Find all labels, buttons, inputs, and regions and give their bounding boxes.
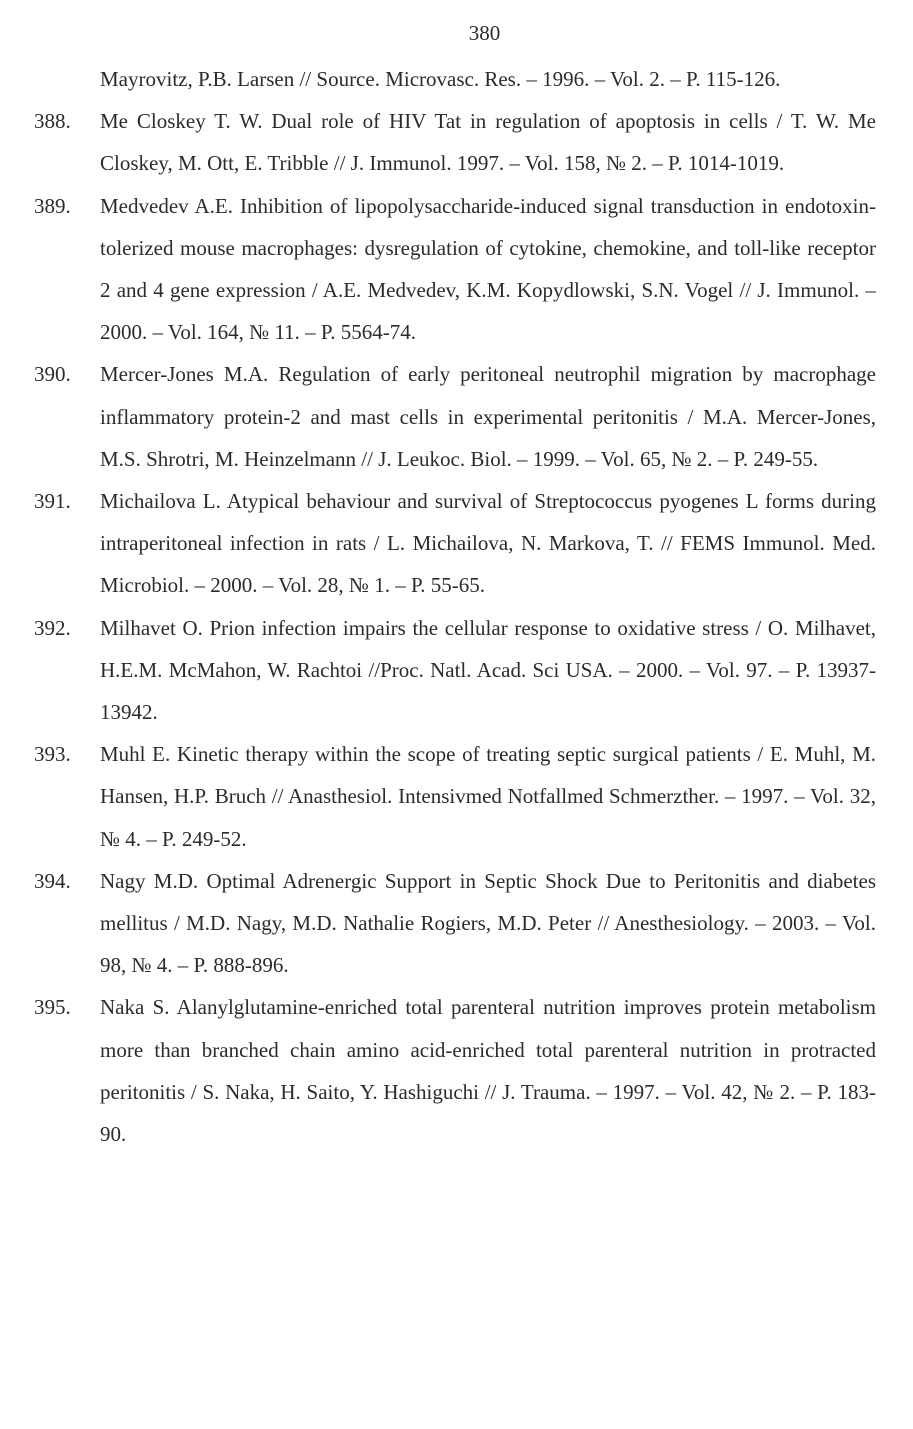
reference-text: Me Closkey T. W. Dual role of HIV Tat in regulation of apoptosis in cells / T. W. Me Closkey, M. Ott, E. Tribble // J. Immunol. 1997. – Vol. 158, № 2. – P. 1014-1019. (100, 109, 876, 176)
reference-item (34, 480, 876, 607)
page-number: 380 (468, 21, 501, 45)
reference-number: 394. (34, 868, 71, 893)
reference-number: 393. (34, 742, 71, 767)
reference-text: Mercer-Jones M.A. Regulation of early peritoneal neutrophil migration by macrophage inflammatory protein-2 and mast cells in experimental peritonitis / M.A. Mercer-Jones, M.S. Shrotri, M. Heinzelmann // J. Leukoc. Biol. – 1999. – Vol. 65, № 2. – P. 249-55. (100, 362, 876, 471)
reference-text: Michailova L. Atypical behaviour and survival of Streptococcus pyogenes L forms during intraperitoneal infection in rats / L. Michailova, N. Markova, T. // FEMS Immunol. Med. Microbiol. – 2000. – Vol. 28, № 1. – P. 55-65. (100, 489, 876, 598)
reference-text: Nagy M.D. Optimal Adrenergic Support in Septic Shock Due to Peritonitis and diabetes mellitus / M.D. Nagy, M.D. Nathalie Rogiers, M.D. Peter // Anesthesiology. – 2003. – Vol. 98, № 4. – P. 888-896. (100, 868, 876, 978)
reference-number: 391. (34, 489, 71, 514)
reference-item (34, 353, 876, 480)
reference-text: Naka S. Alanylglutamine-enriched total parenteral nutrition improves protein metabolism more than branched chain amino acid-enriched total parenteral nutrition in protracted peritonitis / S. Naka, H. Saito, Y. Hashiguchi // J. Trauma. – 1997. – Vol. 42, № 2. – P. 183-90. (100, 995, 876, 1147)
reference-number: 395. (34, 995, 71, 1020)
reference-text: Muhl E. Kinetic therapy within the scope of treating septic surgical patients / E. Muhl, M. Hansen, H.P. Bruch // Anasthesiol. Intensivmed Notfallmed Schmerzther. – 1997. – Vol. 32, № 4. – P. 249-52. (100, 742, 876, 851)
reference-continuation-text: Mayrovitz, P.B. Larsen // Source. Microvasc. Res. – 1996. – Vol. 2. – P. 115-126. (100, 67, 781, 91)
reference-item (34, 607, 876, 734)
reference-text: Medvedev A.E. Inhibition of lipopolysaccharide-induced signal transduction in endotoxin-tolerized mouse macrophages: dysregulation of cytokine, chemokine, and toll-like receptor 2 and 4 gene expression / A.E. Medvedev, K.M. Kopydlowski, S.N. Vogel // J. Immunol. – 2000. – Vol. 164, № 11. – P. 5564-74. (100, 193, 876, 345)
reference-item (34, 100, 876, 184)
reference-number: 390. (34, 362, 71, 387)
reference-item (34, 860, 876, 987)
reference-list (34, 58, 876, 1155)
reference-number: 392. (34, 615, 71, 640)
reference-item (34, 733, 876, 860)
reference-number: 388. (34, 109, 71, 134)
reference-continuation (34, 58, 876, 100)
reference-number: 389. (34, 193, 71, 218)
reference-item (34, 986, 876, 1155)
reference-text: Milhavet O. Prion infection impairs the cellular response to oxidative stress / O. Milhavet, H.E.M. McMahon, W. Rachtoi //Proc. Natl. Acad. Sci USA. – 2000. – Vol. 97. – P. 13937-13942. (100, 615, 876, 725)
reference-item (34, 185, 876, 354)
